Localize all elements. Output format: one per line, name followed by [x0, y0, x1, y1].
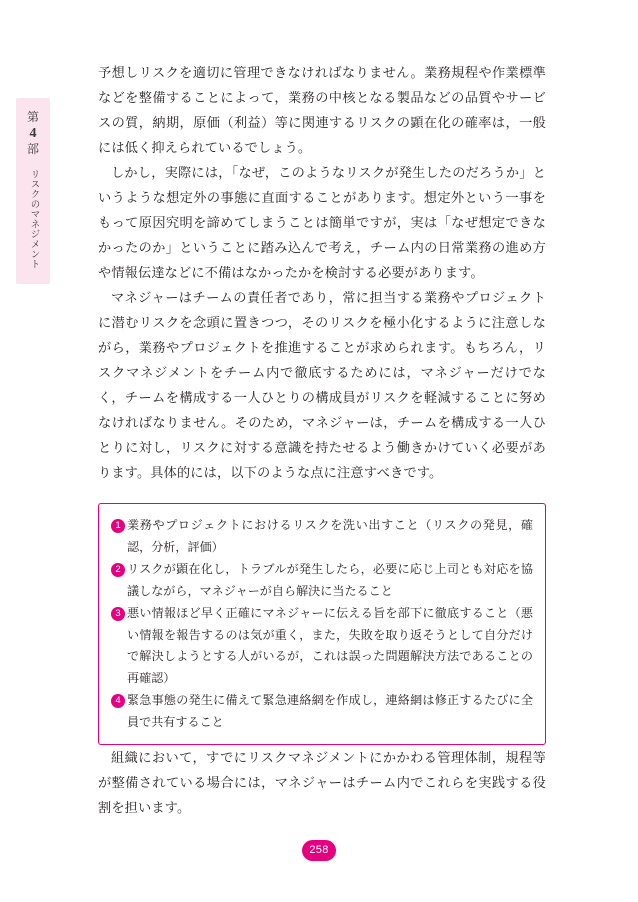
paragraph-3: マネジャーはチームの責任者であり，常に担当する業務やプロジェクトに潜むリスクを念頭に置きつつ，そのリスクを極小化するように注意しながら，業務やプロジェクトを推進することが求められます。もちろん，リスクマネジメントをチーム内で徹底するためには，マネジャーだけでなく，チームを構成する一人ひとりの構成員がリスクを軽減することに努めなければなりません。そのため，マネジャーは，チームを構成する一人ひとりに対し，リスクに対する意識を持たせるよう働きかけていく必要があります。具体的には，以下のような点に注意すべきです。 [98, 290, 546, 480]
part-label [27, 110, 39, 157]
list-marker-4: 4 [111, 694, 125, 708]
list-marker-1: 1 [111, 519, 125, 533]
part-number: 4 [29, 126, 37, 141]
part-title: リスクのマネジメント [28, 169, 39, 269]
part-prefix: 第 [26, 110, 39, 124]
page-number-badge: 258 [302, 840, 336, 861]
page-body [98, 60, 546, 820]
paragraph-2: しかし，実際には，「なぜ，このようなリスクが発生したのだろうか」というような想定外の事態に直面することがあります。想定外という一事をもって原因究明を諦めてしまうことは簡単ですが，実は「なぜ想定できなかったのか」ということに踏み込んで考え，チーム内の日常業務の進め方や情報伝達などに不備はなかったかを検討する必要があります。 [98, 165, 546, 280]
list-item [111, 559, 533, 602]
list-marker-2: 2 [111, 563, 125, 577]
list-item [111, 603, 533, 689]
checklist-box [98, 503, 546, 745]
part-side-tab [16, 98, 50, 284]
list-item-text-4: 緊急事態の発生に備えて緊急連絡網を作成し，連絡網は修正するたびに全員で共有すること [127, 693, 533, 729]
list-item-text-1: 業務やプロジェクトにおけるリスクを洗い出すこと（リスクの発見，確認，分析，評価） [127, 518, 533, 554]
list-item-text-3: 悪い情報ほど早く正確にマネジャーに伝える旨を部下に徹底すること（悪い情報を報告するのは気が重く，また，失敗を取り返そうとして自分だけで解決しようとする人がいるが，これは誤った問題解決方法であることの再確認） [127, 606, 533, 685]
list-item [111, 515, 533, 558]
part-suffix: 部 [26, 142, 39, 156]
list-marker-3: 3 [111, 607, 125, 621]
closing-paragraph: 組織において，すでにリスクマネジメントにかかわる管理体制，規程等が整備されている場合には，マネジャーはチーム内でこれらを実践する役割を担います。 [98, 750, 546, 815]
paragraph-1: 予想しリスクを適切に管理できなければなりません。業務規程や作業標準などを整備することによって，業務の中核となる製品などの品質やサービスの質，納期，原価（利益）等に関連するリスクの顕在化の確率は，一般には低く抑えられているでしょう。 [98, 65, 546, 155]
list-item [111, 690, 533, 733]
list-item-text-2: リスクが顕在化し，トラブルが発生したら，必要に応じ上司とも対応を協議しながら，マネジャーが自ら解決に当たること [127, 562, 533, 598]
